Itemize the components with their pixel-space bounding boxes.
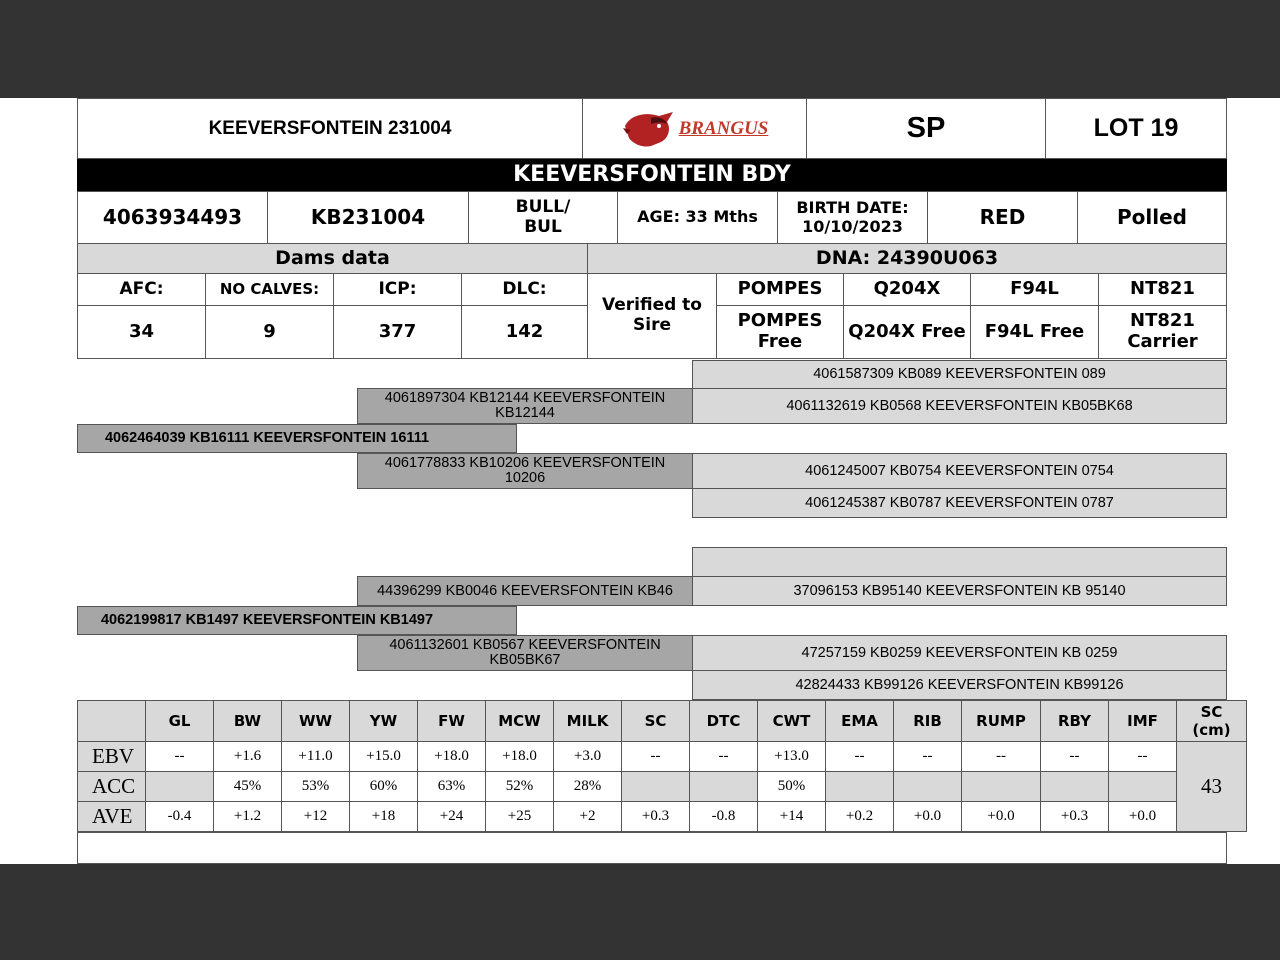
ebv-cell: 28% <box>554 772 622 802</box>
ebv-cell <box>690 772 758 802</box>
ebv-cell: 45% <box>214 772 282 802</box>
ebv-cell <box>1041 772 1109 802</box>
ebv-column-header: RBY <box>1041 701 1109 742</box>
ebv-column-header: MILK <box>554 701 622 742</box>
ebv-column-header: BW <box>214 701 282 742</box>
ebv-cell: +18.0 <box>486 742 554 772</box>
dna-test-name: Q204X <box>843 273 971 306</box>
ebv-cell: +15.0 <box>350 742 418 772</box>
ebv-cell: 63% <box>418 772 486 802</box>
ebv-row-ebv <box>78 742 1247 772</box>
ebv-cell: -- <box>894 742 962 772</box>
ebv-cell: +0.2 <box>826 802 894 832</box>
sc-cm-value: 43 <box>1177 742 1247 832</box>
id-number: 4063934493 <box>77 191 268 244</box>
ebv-cell: 52% <box>486 772 554 802</box>
ebv-column-header: MCW <box>486 701 554 742</box>
pedigree-dam-dam: 4061132601 KB0567 KEEVERSFONTEIN KB05BK67 <box>357 635 693 671</box>
birth-date-cell <box>777 191 928 244</box>
ebv-cell: +25 <box>486 802 554 832</box>
horn-status: Polled <box>1077 191 1227 244</box>
pedigree-dam-sire-sire <box>692 547 1227 577</box>
brangus-logo <box>582 98 807 159</box>
pedigree-dam-dam-sire: 47257159 KB0259 KEEVERSFONTEIN KB 0259 <box>692 635 1227 671</box>
ebv-row-label: EBV <box>78 742 146 772</box>
ebv-cell: +0.3 <box>622 802 690 832</box>
ebv-header-blank <box>78 701 146 742</box>
footer-blank-row <box>77 832 1227 864</box>
ebv-cell: +12 <box>282 802 350 832</box>
ebv-cell <box>962 772 1041 802</box>
ebv-cell: 50% <box>758 772 826 802</box>
tag-number: KB231004 <box>267 191 469 244</box>
ebv-cell: +3.0 <box>554 742 622 772</box>
ebv-column-header: SC <box>622 701 690 742</box>
ebv-column-header: EMA <box>826 701 894 742</box>
ebv-cell: +11.0 <box>282 742 350 772</box>
ebv-row-acc <box>78 772 1247 802</box>
ebv-cell: -- <box>962 742 1041 772</box>
ebv-cell: +1.6 <box>214 742 282 772</box>
ebv-column-header: IMF <box>1109 701 1177 742</box>
pedigree-dam-sire: 44396299 KB0046 KEEVERSFONTEIN KB46 <box>357 576 693 606</box>
dna-test-result: POMPES Free <box>716 305 844 359</box>
pedigree-sire-dam-sire: 4061245007 KB0754 KEEVERSFONTEIN 0754 <box>692 453 1227 489</box>
birth-date-label: BIRTH DATE: <box>796 198 909 218</box>
ebv-cell: +2 <box>554 802 622 832</box>
ebv-cell: -0.8 <box>690 802 758 832</box>
dna-test-name: POMPES <box>716 273 844 306</box>
sex: BULL/ BUL <box>468 191 618 244</box>
dams-section-title: Dams data <box>77 243 588 274</box>
ebv-cell <box>146 772 214 802</box>
pedigree-sire-sire: 4061897304 KB12144 KEEVERSFONTEIN KB12144 <box>357 388 693 424</box>
ebv-row-label: AVE <box>78 802 146 832</box>
ebv-cell: 60% <box>350 772 418 802</box>
dna-test-result: F94L Free <box>970 305 1099 359</box>
bull-head-icon <box>621 108 677 150</box>
ebv-cell: -0.4 <box>146 802 214 832</box>
icp-value: 377 <box>333 305 462 359</box>
colour: RED <box>927 191 1078 244</box>
ebv-row-label: ACC <box>78 772 146 802</box>
ebv-cell: -- <box>690 742 758 772</box>
logo-text: BRANGUS <box>678 117 769 139</box>
animal-name: KEEVERSFONTEIN 231004 <box>77 98 583 159</box>
pedigree-dam: 4062199817 KB1497 KEEVERSFONTEIN KB1497 <box>77 606 517 635</box>
dna-title: DNA: 24390U063 <box>587 243 1227 274</box>
ebv-column-header: YW <box>350 701 418 742</box>
ebv-cell: +0.0 <box>962 802 1041 832</box>
pedigree-sire-sire-dam: 4061132619 KB0568 KEEVERSFONTEIN KB05BK68 <box>692 388 1227 424</box>
ebv-cell: +14 <box>758 802 826 832</box>
ebv-column-header: CWT <box>758 701 826 742</box>
pedigree-sire-sire-sire: 4061587309 KB089 KEEVERSFONTEIN 089 <box>692 360 1227 389</box>
dna-test-name: F94L <box>970 273 1099 306</box>
age: AGE: 33 Mths <box>617 191 778 244</box>
icp-label: ICP: <box>333 273 462 306</box>
dna-test-name: NT821 <box>1098 273 1227 306</box>
ebv-cell: -- <box>1041 742 1109 772</box>
calves-value: 9 <box>205 305 334 359</box>
ebv-cell: 53% <box>282 772 350 802</box>
ebv-cell <box>1109 772 1177 802</box>
grade-badge: SP <box>806 98 1046 159</box>
dna-test-result: Q204X Free <box>843 305 971 359</box>
ebv-cell <box>826 772 894 802</box>
ebv-cell: +1.2 <box>214 802 282 832</box>
catalogue-page <box>0 98 1280 864</box>
ebv-cell: +0.3 <box>1041 802 1109 832</box>
dlc-value: 142 <box>461 305 588 359</box>
ebv-table <box>77 700 1247 832</box>
ebv-cell: -- <box>826 742 894 772</box>
ebv-cell: +0.0 <box>1109 802 1177 832</box>
ebv-cell: +0.0 <box>894 802 962 832</box>
ebv-cell <box>894 772 962 802</box>
pedigree-sire-dam-dam: 4061245387 KB0787 KEEVERSFONTEIN 0787 <box>692 488 1227 518</box>
ebv-column-header: RUMP <box>962 701 1041 742</box>
dlc-label: DLC: <box>461 273 588 306</box>
calves-label: NO CALVES: <box>205 273 334 306</box>
ebv-column-header: WW <box>282 701 350 742</box>
dna-test-result: NT821 Carrier <box>1098 305 1227 359</box>
ebv-cell: +13.0 <box>758 742 826 772</box>
ebv-cell: +18 <box>350 802 418 832</box>
lot-number: LOT 19 <box>1045 98 1227 159</box>
birth-date-value: 10/10/2023 <box>802 216 903 236</box>
pedigree-dam-sire-dam: 37096153 KB95140 KEEVERSFONTEIN KB 95140 <box>692 576 1227 606</box>
ebv-row-ave <box>78 802 1247 832</box>
verified-to-sire: Verified to Sire <box>587 273 717 359</box>
ebv-column-header: RIB <box>894 701 962 742</box>
pedigree-dam-dam-dam: 42824433 KB99126 KEEVERSFONTEIN KB99126 <box>692 670 1227 700</box>
title-bar: KEEVERSFONTEIN BDY <box>77 159 1227 191</box>
afc-value: 34 <box>77 305 206 359</box>
ebv-cell <box>622 772 690 802</box>
pedigree-sire: 4062464039 KB16111 KEEVERSFONTEIN 16111 <box>77 424 517 453</box>
ebv-cell: -- <box>1109 742 1177 772</box>
sc-cm-header: SC (cm) <box>1177 701 1247 742</box>
ebv-cell: -- <box>146 742 214 772</box>
ebv-column-header: DTC <box>690 701 758 742</box>
ebv-column-header: GL <box>146 701 214 742</box>
ebv-cell: +18.0 <box>418 742 486 772</box>
pedigree-sire-dam: 4061778833 KB10206 KEEVERSFONTEIN 10206 <box>357 453 693 489</box>
afc-label: AFC: <box>77 273 206 306</box>
ebv-cell: -- <box>622 742 690 772</box>
ebv-cell: +24 <box>418 802 486 832</box>
ebv-column-header: FW <box>418 701 486 742</box>
ebv-header-row <box>78 701 1247 742</box>
